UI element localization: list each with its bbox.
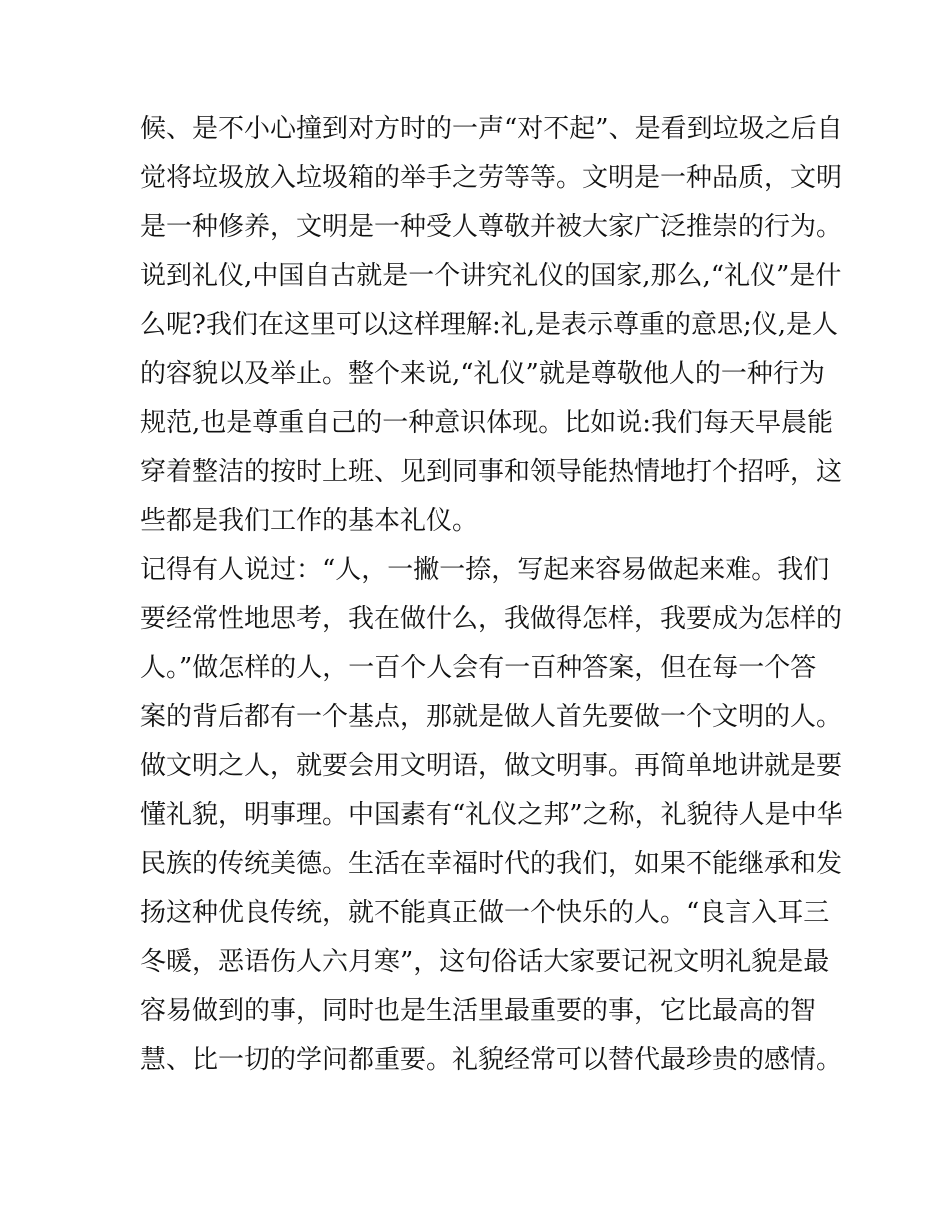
text-line: 要经常性地思考，我在做什么，我做得怎样，我要成为怎样的 (140, 604, 843, 634)
text-line: 记得有人说过：“人，一撇一捺，写起来容易做起来难。我们 (140, 555, 830, 585)
text-line: 么呢?我们在这里可以这样理解:礼,是表示尊重的意思;仪,是人 (140, 310, 838, 340)
text-line: 案的背后都有一个基点，那就是做人首先要做一个文明的人。 (140, 702, 843, 732)
text-line: 说到礼仪,中国自古就是一个讲究礼仪的国家,那么,“礼仪”是什 (140, 261, 842, 291)
text-line: 觉将垃圾放入垃圾箱的举手之劳等等。文明是一种品质，文明 (140, 163, 843, 193)
text-line: 容易做到的事，同时也是生活里最重要的事，它比最高的智 (140, 996, 817, 1026)
text-line: 冬暖，恶语伤人六月寒”，这句俗话大家要记祝文明礼貌是最 (140, 947, 830, 977)
document-body (140, 105, 843, 1085)
text-line: 民族的传统美德。生活在幸福时代的我们，如果不能继承和发 (140, 849, 843, 879)
text-line: 人。”做怎样的人，一百个人会有一百种答案，但在每一个答 (140, 653, 817, 683)
text-line: 扬这种优良传统，就不能真正做一个快乐的人。“良言入耳三 (140, 898, 830, 928)
text-line: 懂礼貌，明事理。中国素有“礼仪之邦”之称，礼貌待人是中华 (140, 800, 843, 830)
text-line: 候、是不小心撞到对方时的一声“对不起”、是看到垃圾之后自 (140, 114, 843, 144)
text-line: 做文明之人，就要会用文明语，做文明事。再简单地讲就是要 (140, 751, 843, 781)
text-line: 些都是我们工作的基本礼仪。 (140, 506, 479, 536)
text-line: 的容貌以及举止。整个来说,“礼仪”就是尊敬他人的一种行为 (140, 359, 825, 389)
text-line: 穿着整洁的按时上班、见到同事和领导能热情地打个招呼，这 (140, 457, 843, 487)
text-line: 是一种修养，文明是一种受人尊敬并被大家广泛推崇的行为。 (140, 212, 843, 242)
text-line: 慧、比一切的学问都重要。礼貌经常可以替代最珍贵的感情。 (140, 1045, 843, 1075)
text-line: 规范,也是尊重自己的一种意识体现。比如说:我们每天早晨能 (140, 408, 834, 438)
